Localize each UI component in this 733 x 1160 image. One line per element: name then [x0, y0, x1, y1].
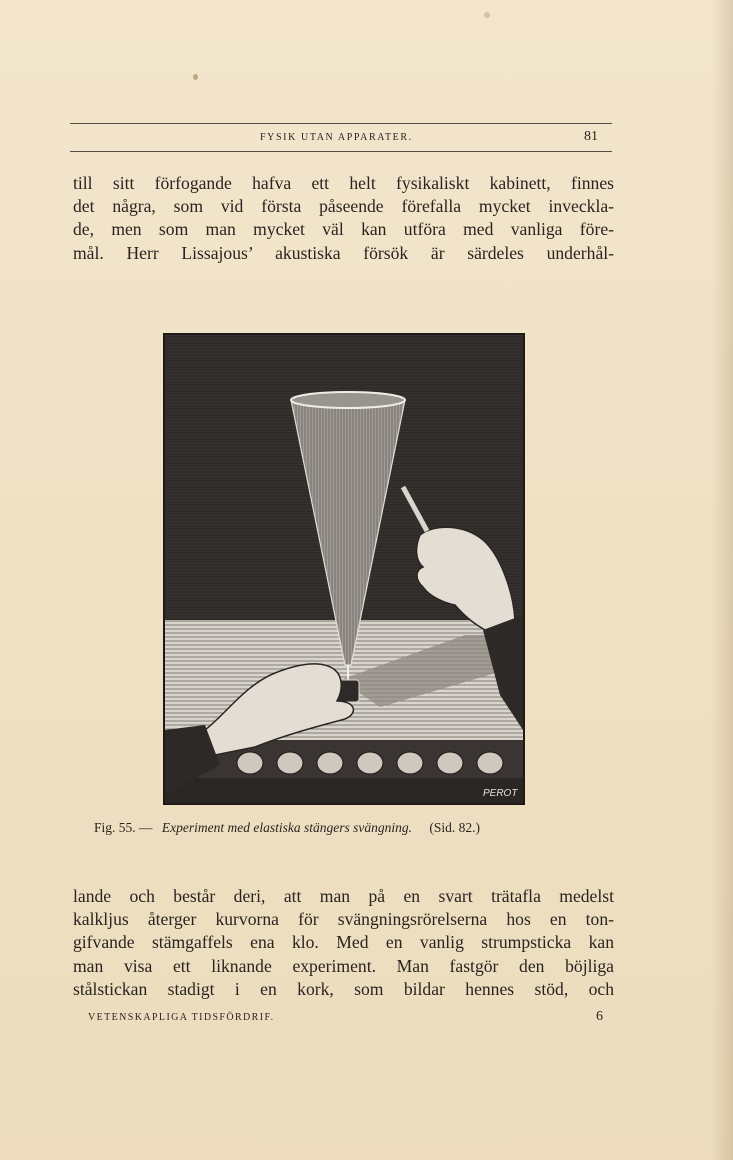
page-number: 81	[584, 129, 598, 144]
engraving-illustration	[163, 333, 525, 805]
text-line: det några, som vid första påseende förefalla mycket inveckla-	[73, 196, 614, 217]
cone-rim	[291, 392, 405, 408]
running-title: FYSIK UTAN APPARATER.	[260, 132, 413, 143]
engraver-signature: PEROT	[483, 788, 518, 799]
text-line: de, men som man mycket väl kan utföra med vanliga före-	[73, 219, 614, 240]
text-line: gifvande stämgaffels ena klo. Med en vanlig strumpsticka kan	[73, 932, 614, 953]
text-line: kalkljus återger kurvorna för svängningsrörelserna hos en ton-	[73, 909, 614, 930]
paper-speck	[484, 12, 490, 18]
text-line: till sitt förfogande hafva ett helt fysikaliskt kabinett, finnes	[73, 173, 614, 193]
header-rule-top	[70, 123, 612, 124]
paragraph-bottom	[73, 885, 614, 1001]
text-line: mål. Herr Lissajous’ akustiska försök är särdeles underhål-	[73, 242, 614, 263]
figure-caption	[94, 820, 614, 836]
paragraph-top	[73, 172, 614, 265]
header-rule-bottom	[70, 151, 612, 152]
figure-reference: (Sid. 82.)	[429, 820, 480, 835]
signature-mark: 6	[596, 1009, 603, 1024]
text-line: stålstickan stadigt i en kork, som bildar hennes stöd, och	[73, 978, 614, 999]
table-base	[165, 778, 523, 803]
figure-title: Experiment med elastiska stängers svängning.	[161, 820, 412, 835]
text-line: man visa ett liknande experiment. Man fastgör den böjliga	[73, 955, 614, 976]
paper-speck	[193, 74, 198, 80]
publication-title: VETENSKAPLIGA TIDSFÖRDRIF.	[88, 1012, 275, 1023]
text-line: lande och består deri, att man på en svart trätafla medelst	[73, 886, 614, 906]
page-footer	[88, 1009, 603, 1024]
figure-label: Fig. 55. —	[94, 820, 153, 835]
engraving-svg	[165, 335, 523, 803]
running-header	[70, 128, 612, 148]
